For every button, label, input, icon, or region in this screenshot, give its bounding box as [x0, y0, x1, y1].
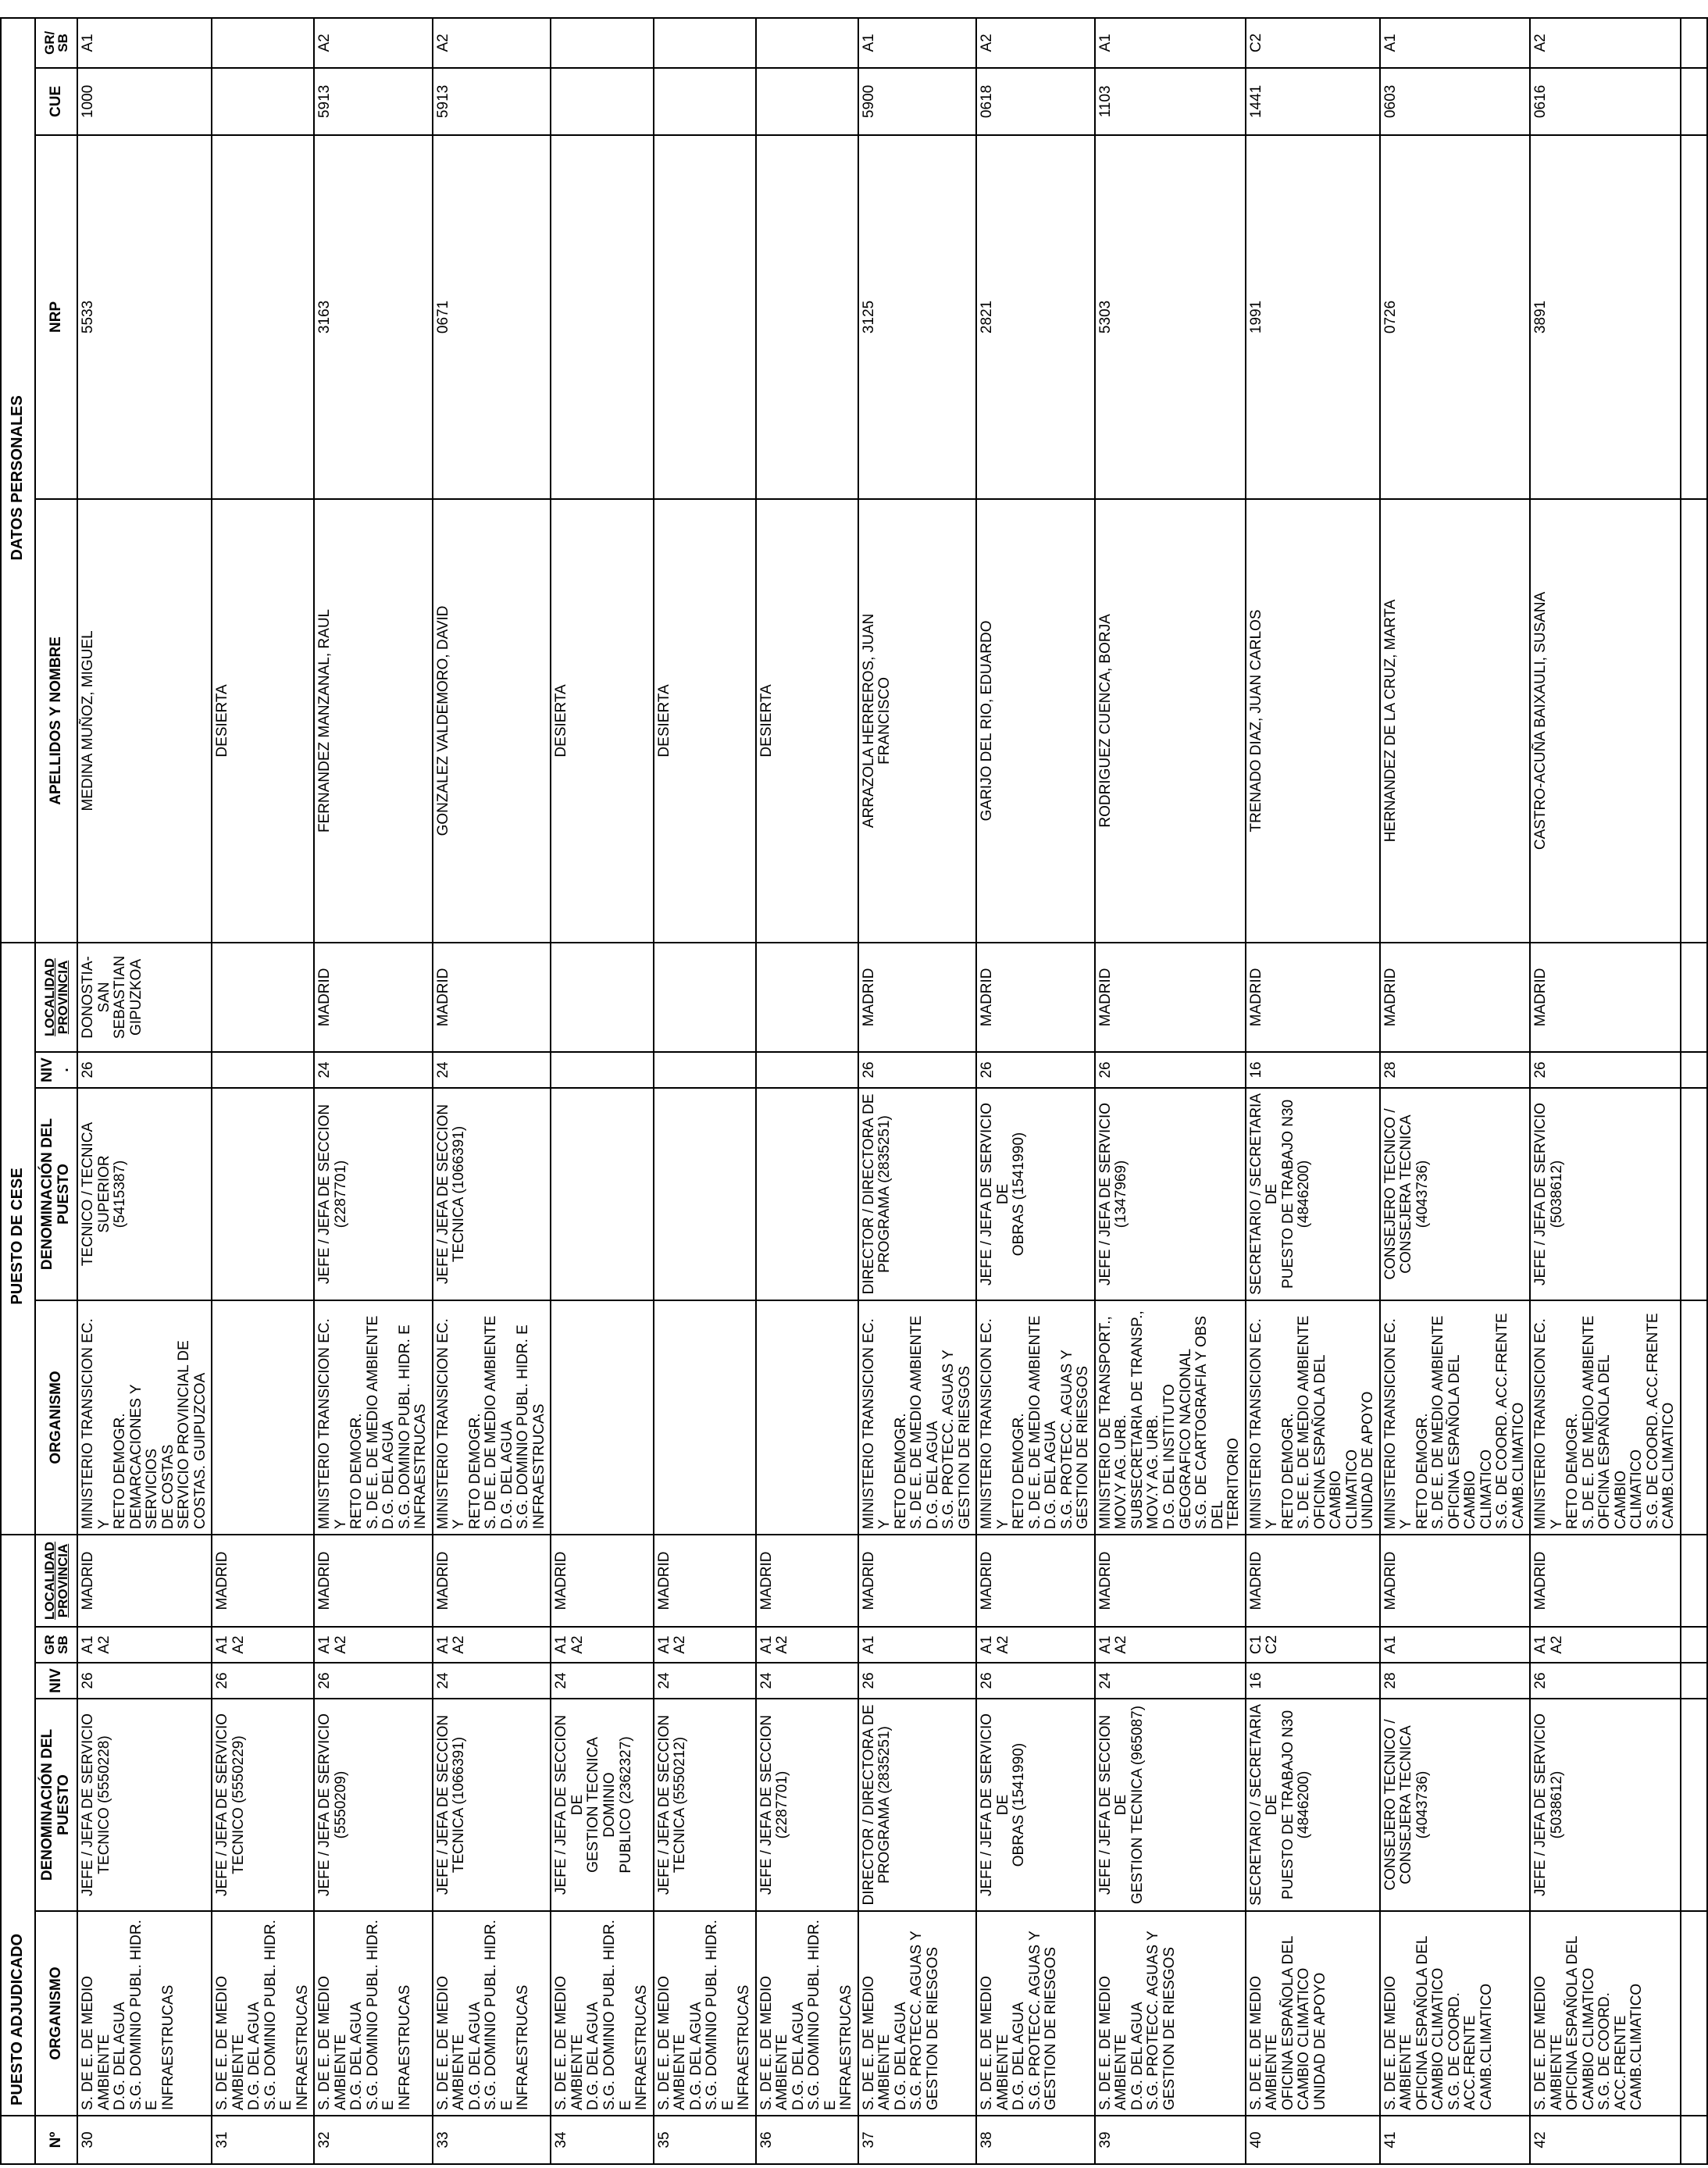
col-header-organismo-cese: ORGANISMO [35, 1300, 77, 1535]
cell-gr: A2 [314, 18, 433, 68]
cell-organismo: S. DE E. DE MEDIO AMBIENTE D.G. DEL AGUA S.G. DOMINIO PUBL. HIDR. E INFRAESTRUCAS [756, 1911, 858, 2116]
cell-denominacion-cese: DIRECTOR / DIRECTORA DE PROGRAMA (2835251) [858, 1088, 977, 1300]
cell-niv-cese [654, 1052, 756, 1088]
cell-gr: A2 [433, 18, 551, 68]
cell-nrp: 1991 [1246, 135, 1380, 499]
cell-cue [654, 68, 756, 135]
cell-niv-cese [212, 1052, 314, 1088]
cell-localidad-cese: MADRID [858, 943, 977, 1052]
cell-niv: 26 [77, 1663, 212, 1699]
cell-nrp: 0726 [1380, 135, 1531, 499]
cell-grsb: A1 [858, 1627, 977, 1663]
table-row [212, 18, 314, 2164]
cell-organismo-cese: MINISTERIO TRANSICION EC. Y RETO DEMOGR. S. DE E. DE MEDIO AMBIENTE D.G. DEL AGUA S.G. DOMINIO PUBL. HIDR. E INFRAESTRUCAS [314, 1300, 433, 1535]
col-header-grsb-personal: GR/ SB [35, 18, 77, 68]
cell-denominacion-cese: TECNICO / TECNICA SUPERIOR (5415387) [77, 1088, 212, 1300]
table-row [433, 18, 551, 2164]
cell-niv: 24 [756, 1663, 858, 1699]
cell-organismo-cese: MINISTERIO DE TRANSPORT., MOV.Y AG. URB. SUBSECRETARIA DE TRANSP., MOV.Y AG. URB. D.G. DEL INSTITUTO GEOGRAFICO NACIONAL S.G. DE CARTOGRAFIA Y OBS DEL TERRITORIO [1095, 1300, 1246, 1535]
empty-cell [1681, 1699, 1707, 1911]
cell-no: 31 [212, 2116, 314, 2164]
cell-no: 41 [1380, 2116, 1531, 2164]
col-header-denominacion-cese: DENOMINACIÓN DEL PUESTO [35, 1088, 77, 1300]
cell-nrp: 3891 [1530, 135, 1681, 499]
cell-cue: 5900 [858, 68, 977, 135]
cell-organismo-cese [551, 1300, 653, 1535]
col-header-localidad-cese: LOCALIDAD PROVINCIA [35, 943, 77, 1052]
cell-grsb: A1 A2 [756, 1627, 858, 1663]
cell-gr: A2 [1530, 18, 1681, 68]
cell-denominacion-cese [551, 1088, 653, 1300]
cell-localidad: MADRID [654, 1535, 756, 1627]
cell-denominacion-cese: JEFE / JEFA DE SERVICIO DE OBRAS (1541990) [976, 1088, 1095, 1300]
table-row [654, 18, 756, 2164]
cell-nombre: FERNANDEZ MANZANAL, RAUL [314, 499, 433, 943]
cell-organismo-cese [212, 1300, 314, 1535]
cell-no: 38 [976, 2116, 1095, 2164]
cell-grsb: A1 A2 [976, 1627, 1095, 1663]
cell-no: 32 [314, 2116, 433, 2164]
cell-gr [212, 18, 314, 68]
cell-gr: A2 [976, 18, 1095, 68]
cell-gr: C2 [1246, 18, 1380, 68]
cell-gr [551, 18, 653, 68]
cell-denominacion-cese [756, 1088, 858, 1300]
empty-cell [1681, 1052, 1707, 1088]
cell-localidad-cese: MADRID [1530, 943, 1681, 1052]
cell-localidad: MADRID [858, 1535, 977, 1627]
cell-organismo: S. DE E. DE MEDIO AMBIENTE D.G. DEL AGUA S.G. DOMINIO PUBL. HIDR. E INFRAESTRUCAS [77, 1911, 212, 2116]
cell-nrp: 2821 [976, 135, 1095, 499]
empty-row [1681, 18, 1707, 2164]
cell-gr: A1 [77, 18, 212, 68]
cell-localidad-cese [756, 943, 858, 1052]
cell-denominacion: DIRECTOR / DIRECTORA DE PROGRAMA (2835251) [858, 1699, 977, 1911]
cell-organismo-cese: MINISTERIO TRANSICION EC. Y RETO DEMOGR. S. DE E. DE MEDIO AMBIENTE OFICINA ESPAÑOLA DEL CAMBIO CLIMATICO S.G. DE COORD. ACC.FRENTE CAMB.CLIMATICO [1530, 1300, 1681, 1535]
col-header-organismo: ORGANISMO [35, 1911, 77, 2116]
cell-denominacion-cese [212, 1088, 314, 1300]
cell-organismo-cese [654, 1300, 756, 1535]
cell-localidad-cese: MADRID [976, 943, 1095, 1052]
cell-organismo: S. DE E. DE MEDIO AMBIENTE D.G. DEL AGUA S.G. DOMINIO PUBL. HIDR. E INFRAESTRUCAS [212, 1911, 314, 2116]
cell-niv-cese: 26 [858, 1052, 977, 1088]
cell-localidad: MADRID [1380, 1535, 1531, 1627]
cell-nombre: GARIJO DEL RIO, EDUARDO [976, 499, 1095, 943]
cell-nrp [212, 135, 314, 499]
cell-denominacion: JEFE / JEFA DE SECCION DE GESTION TECNICA DOMINIO PUBLICO (2362327) [551, 1699, 653, 1911]
cell-grsb: A1 A2 [77, 1627, 212, 1663]
cell-gr [654, 18, 756, 68]
cell-niv-cese: 26 [1530, 1052, 1681, 1088]
cell-localidad: MADRID [314, 1535, 433, 1627]
cell-organismo-cese: MINISTERIO TRANSICION EC. Y RETO DEMOGR. S. DE E. DE MEDIO AMBIENTE D.G. DEL AGUA S.G. PROTECC. AGUAS Y GESTION DE RIESGOS [858, 1300, 977, 1535]
cell-localidad-cese: DONOSTIA-SAN SEBASTIAN GIPUZKOA [77, 943, 212, 1052]
cell-denominacion-cese [654, 1088, 756, 1300]
cell-nrp [551, 135, 653, 499]
cell-denominacion-cese: JEFE / JEFA DE SECCION (2287701) [314, 1088, 433, 1300]
cell-denominacion: JEFE / JEFA DE SERVICIO TECNICO (5550228) [77, 1699, 212, 1911]
cell-nombre: DESIERTA [756, 499, 858, 943]
cell-denominacion: JEFE / JEFA DE SECCION TECNICA (5550212) [654, 1699, 756, 1911]
empty-cell [1681, 1088, 1707, 1300]
cell-localidad: MADRID [433, 1535, 551, 1627]
empty-cell [1681, 18, 1707, 68]
cell-denominacion: JEFE / JEFA DE SERVICIO DE OBRAS (1541990) [976, 1699, 1095, 1911]
cell-organismo: S. DE E. DE MEDIO AMBIENTE D.G. DEL AGUA S.G. DOMINIO PUBL. HIDR. E INFRAESTRUCAS [433, 1911, 551, 2116]
cell-cue: 0603 [1380, 68, 1531, 135]
cell-cue [551, 68, 653, 135]
header-datos-personales: DATOS PERSONALES [1, 18, 35, 943]
cell-denominacion-cese: JEFE / JEFA DE SERVICIO (5038612) [1530, 1088, 1681, 1300]
cell-niv: 26 [976, 1663, 1095, 1699]
cell-organismo: S. DE E. DE MEDIO AMBIENTE D.G. DEL AGUA S.G. DOMINIO PUBL. HIDR. E INFRAESTRUCAS [314, 1911, 433, 2116]
cell-nrp: 3163 [314, 135, 433, 499]
empty-cell [1681, 1300, 1707, 1535]
header-puesto-cese: PUESTO DE CESE [1, 943, 35, 1535]
cell-no: 35 [654, 2116, 756, 2164]
cell-gr: A1 [858, 18, 977, 68]
cell-nombre: CASTRO-ACUÑA BAIXAULI, SUSANA [1530, 499, 1681, 943]
cell-organismo: S. DE E. DE MEDIO AMBIENTE OFICINA ESPAÑOLA DEL CAMBIO CLIMATICO S.G. DE COORD. ACC.FRENTE CAMB.CLIMATICO [1380, 1911, 1531, 2116]
table-row [1095, 18, 1246, 2164]
cell-localidad-cese: MADRID [1246, 943, 1380, 1052]
table-body [77, 18, 1707, 2164]
empty-cell [1681, 1535, 1707, 1627]
cell-niv-cese: 26 [976, 1052, 1095, 1088]
cell-denominacion-cese: CONSEJERO TECNICO / CONSEJERA TECNICA (4043736) [1380, 1088, 1531, 1300]
table-row [314, 18, 433, 2164]
empty-cell [1681, 2116, 1707, 2164]
cell-no: 40 [1246, 2116, 1380, 2164]
cell-localidad-cese [551, 943, 653, 1052]
cell-grsb: A1 A2 [314, 1627, 433, 1663]
cell-cue: 5913 [314, 68, 433, 135]
column-header-row [35, 18, 77, 2164]
cell-grsb: A1 A2 [654, 1627, 756, 1663]
cell-nombre: HERNANDEZ DE LA CRUZ, MARTA [1380, 499, 1531, 943]
cell-denominacion: JEFE / JEFA DE SERVICIO (5550209) [314, 1699, 433, 1911]
cell-grsb: A1 A2 [212, 1627, 314, 1663]
header-blank [1, 2116, 35, 2164]
cell-organismo-cese: MINISTERIO TRANSICION EC. Y RETO DEMOGR. S. DE E. DE MEDIO AMBIENTE D.G. DEL AGUA S.G. PROTECC. AGUAS Y GESTION DE RIESGOS [976, 1300, 1095, 1535]
cell-localidad: MADRID [756, 1535, 858, 1627]
empty-cell [1681, 943, 1707, 1052]
cell-grsb: C1 C2 [1246, 1627, 1380, 1663]
cell-localidad-cese: MADRID [1380, 943, 1531, 1052]
cell-cue: 1103 [1095, 68, 1246, 135]
cell-localidad-cese: MADRID [1095, 943, 1246, 1052]
table-row [1246, 18, 1380, 2164]
col-header-grsb: GR SB [35, 1627, 77, 1663]
cell-niv: 24 [551, 1663, 653, 1699]
cell-nrp: 5533 [77, 135, 212, 499]
cell-denominacion-cese: JEFE / JEFA DE SERVICIO (1347969) [1095, 1088, 1246, 1300]
cell-organismo: S. DE E. DE MEDIO AMBIENTE D.G. DEL AGUA S.G. PROTECC. AGUAS Y GESTION DE RIESGOS [976, 1911, 1095, 2116]
table-row [1380, 18, 1531, 2164]
table-row [1530, 18, 1681, 2164]
table-row [976, 18, 1095, 2164]
cell-grsb: A1 A2 [1530, 1627, 1681, 1663]
cell-niv: 26 [212, 1663, 314, 1699]
cell-cue: 0618 [976, 68, 1095, 135]
group-header-row [1, 18, 35, 2164]
cell-niv: 26 [858, 1663, 977, 1699]
col-header-niv: NIV [35, 1663, 77, 1699]
cell-denominacion-cese: JEFE / JEFA DE SECCION TECNICA (1066391) [433, 1088, 551, 1300]
cell-organismo-cese [756, 1300, 858, 1535]
cell-niv-cese: 26 [77, 1052, 212, 1088]
cell-nombre: DESIERTA [212, 499, 314, 943]
cell-organismo-cese: MINISTERIO TRANSICION EC. Y RETO DEMOGR. S. DE E. DE MEDIO AMBIENTE OFICINA ESPAÑOLA DEL CAMBIO CLIMATICO S.G. DE COORD. ACC.FRENTE CAMB.CLIMATICO [1380, 1300, 1531, 1535]
cell-nrp: 3125 [858, 135, 977, 499]
cell-organismo: S. DE E. DE MEDIO AMBIENTE D.G. DEL AGUA S.G. PROTECC. AGUAS Y GESTION DE RIESGOS [1095, 1911, 1246, 2116]
col-header-cue: CUE [35, 68, 77, 135]
cell-no: 42 [1530, 2116, 1681, 2164]
cell-nombre: MEDINA MUÑOZ, MIGUEL [77, 499, 212, 943]
cell-niv-cese [756, 1052, 858, 1088]
cell-organismo: S. DE E. DE MEDIO AMBIENTE D.G. DEL AGUA S.G. PROTECC. AGUAS Y GESTION DE RIESGOS [858, 1911, 977, 2116]
cell-gr: A1 [1095, 18, 1246, 68]
col-header-niv-cese: NIV. [35, 1052, 77, 1088]
adjudication-table [0, 17, 1708, 2165]
cell-niv: 16 [1246, 1663, 1380, 1699]
empty-cell [1681, 1911, 1707, 2116]
cell-denominacion: JEFE / JEFA DE SECCION DE GESTION TECNICA (965087) [1095, 1699, 1246, 1911]
cell-denominacion: JEFE / JEFA DE SERVICIO (5038612) [1530, 1699, 1681, 1911]
cell-cue: 0616 [1530, 68, 1681, 135]
empty-cell [1681, 499, 1707, 943]
cell-grsb: A1 A2 [551, 1627, 653, 1663]
cell-denominacion-cese: SECRETARIO / SECRETARIA DE PUESTO DE TRABAJO N30 (4846200) [1246, 1088, 1380, 1300]
table-row [756, 18, 858, 2164]
cell-organismo: S. DE E. DE MEDIO AMBIENTE D.G. DEL AGUA S.G. DOMINIO PUBL. HIDR. E INFRAESTRUCAS [551, 1911, 653, 2116]
cell-localidad: MADRID [1530, 1535, 1681, 1627]
cell-organismo: S. DE E. DE MEDIO AMBIENTE D.G. DEL AGUA S.G. DOMINIO PUBL. HIDR. E INFRAESTRUCAS [654, 1911, 756, 2116]
cell-organismo-cese: MINISTERIO TRANSICION EC. Y RETO DEMOGR. DEMARCACIONES Y SERVICIOS DE COSTAS SERVICIO PROVINCIAL DE COSTAS. GUIPUZCOA [77, 1300, 212, 1535]
cell-organismo-cese: MINISTERIO TRANSICION EC. Y RETO DEMOGR. S. DE E. DE MEDIO AMBIENTE OFICINA ESPAÑOLA DEL CAMBIO CLIMATICO UNIDAD DE APOYO [1246, 1300, 1380, 1535]
cell-niv-cese: 24 [314, 1052, 433, 1088]
cell-niv-cese: 28 [1380, 1052, 1531, 1088]
col-header-nrp: NRP [35, 135, 77, 499]
cell-nrp: 5303 [1095, 135, 1246, 499]
cell-cue [756, 68, 858, 135]
cell-niv: 26 [314, 1663, 433, 1699]
cell-no: 30 [77, 2116, 212, 2164]
cell-no: 33 [433, 2116, 551, 2164]
cell-denominacion: JEFE / JEFA DE SECCION (2287701) [756, 1699, 858, 1911]
cell-niv-cese: 24 [433, 1052, 551, 1088]
cell-no: 37 [858, 2116, 977, 2164]
cell-grsb: A1 [1380, 1627, 1531, 1663]
cell-localidad: MADRID [1095, 1535, 1246, 1627]
cell-niv-cese [551, 1052, 653, 1088]
cell-localidad: MADRID [1246, 1535, 1380, 1627]
cell-localidad-cese: MADRID [433, 943, 551, 1052]
cell-niv-cese: 16 [1246, 1052, 1380, 1088]
header-puesto-adjudicado: PUESTO ADJUDICADO [1, 1535, 35, 2116]
cell-niv: 28 [1380, 1663, 1531, 1699]
cell-nombre: RODRIGUEZ CUENCA, BORJA [1095, 499, 1246, 943]
cell-localidad: MADRID [77, 1535, 212, 1627]
col-header-localidad: LOCALIDAD PROVINCIA [35, 1535, 77, 1627]
col-header-no: Nº [35, 2116, 77, 2164]
cell-grsb: A1 A2 [1095, 1627, 1246, 1663]
cell-nombre: TRENADO DIAZ, JUAN CARLOS [1246, 499, 1380, 943]
cell-nombre: DESIERTA [551, 499, 653, 943]
cell-localidad: MADRID [551, 1535, 653, 1627]
cell-no: 39 [1095, 2116, 1246, 2164]
cell-nrp [756, 135, 858, 499]
cell-denominacion: CONSEJERO TECNICO / CONSEJERA TECNICA (4043736) [1380, 1699, 1531, 1911]
cell-localidad-cese [212, 943, 314, 1052]
cell-cue: 1441 [1246, 68, 1380, 135]
cell-nrp [654, 135, 756, 499]
cell-organismo-cese: MINISTERIO TRANSICION EC. Y RETO DEMOGR. S. DE E. DE MEDIO AMBIENTE D.G. DEL AGUA S.G. DOMINIO PUBL. HIDR. E INFRAESTRUCAS [433, 1300, 551, 1535]
cell-niv: 26 [1530, 1663, 1681, 1699]
col-header-denominacion: DENOMINACIÓN DEL PUESTO [35, 1699, 77, 1911]
col-header-apellidos: APELLIDOS Y NOMBRE [35, 499, 77, 943]
cell-localidad-cese [654, 943, 756, 1052]
cell-denominacion: SECRETARIO / SECRETARIA DE PUESTO DE TRABAJO N30 (4846200) [1246, 1699, 1380, 1911]
empty-cell [1681, 1627, 1707, 1663]
cell-organismo: S. DE E. DE MEDIO AMBIENTE OFICINA ESPAÑOLA DEL CAMBIO CLIMATICO S.G. DE COORD. ACC.FRENTE CAMB.CLIMATICO [1530, 1911, 1681, 2116]
cell-localidad: MADRID [976, 1535, 1095, 1627]
cell-nombre: DESIERTA [654, 499, 756, 943]
empty-cell [1681, 68, 1707, 135]
cell-niv-cese: 26 [1095, 1052, 1246, 1088]
cell-no: 36 [756, 2116, 858, 2164]
cell-niv: 24 [654, 1663, 756, 1699]
cell-gr: A1 [1380, 18, 1531, 68]
cell-cue: 5913 [433, 68, 551, 135]
cell-cue: 1000 [77, 68, 212, 135]
cell-organismo: S. DE E. DE MEDIO AMBIENTE OFICINA ESPAÑOLA DEL CAMBIO CLIMATICO UNIDAD DE APOYO [1246, 1911, 1380, 2116]
table-row [551, 18, 653, 2164]
cell-denominacion: JEFE / JEFA DE SECCION TECNICA (1066391) [433, 1699, 551, 1911]
cell-localidad-cese: MADRID [314, 943, 433, 1052]
cell-nombre: ARRAZOLA HERREROS, JUAN FRANCISCO [858, 499, 977, 943]
cell-denominacion: JEFE / JEFA DE SERVICIO TECNICO (5550229) [212, 1699, 314, 1911]
empty-cell [1681, 1663, 1707, 1699]
cell-localidad: MADRID [212, 1535, 314, 1627]
cell-no: 34 [551, 2116, 653, 2164]
cell-niv: 24 [433, 1663, 551, 1699]
cell-niv: 24 [1095, 1663, 1246, 1699]
table-row [77, 18, 212, 2164]
cell-grsb: A1 A2 [433, 1627, 551, 1663]
table-row [858, 18, 977, 2164]
empty-cell [1681, 135, 1707, 499]
cell-gr [756, 18, 858, 68]
cell-nrp: 0671 [433, 135, 551, 499]
cell-nombre: GONZALEZ VALDEMORO, DAVID [433, 499, 551, 943]
cell-cue [212, 68, 314, 135]
